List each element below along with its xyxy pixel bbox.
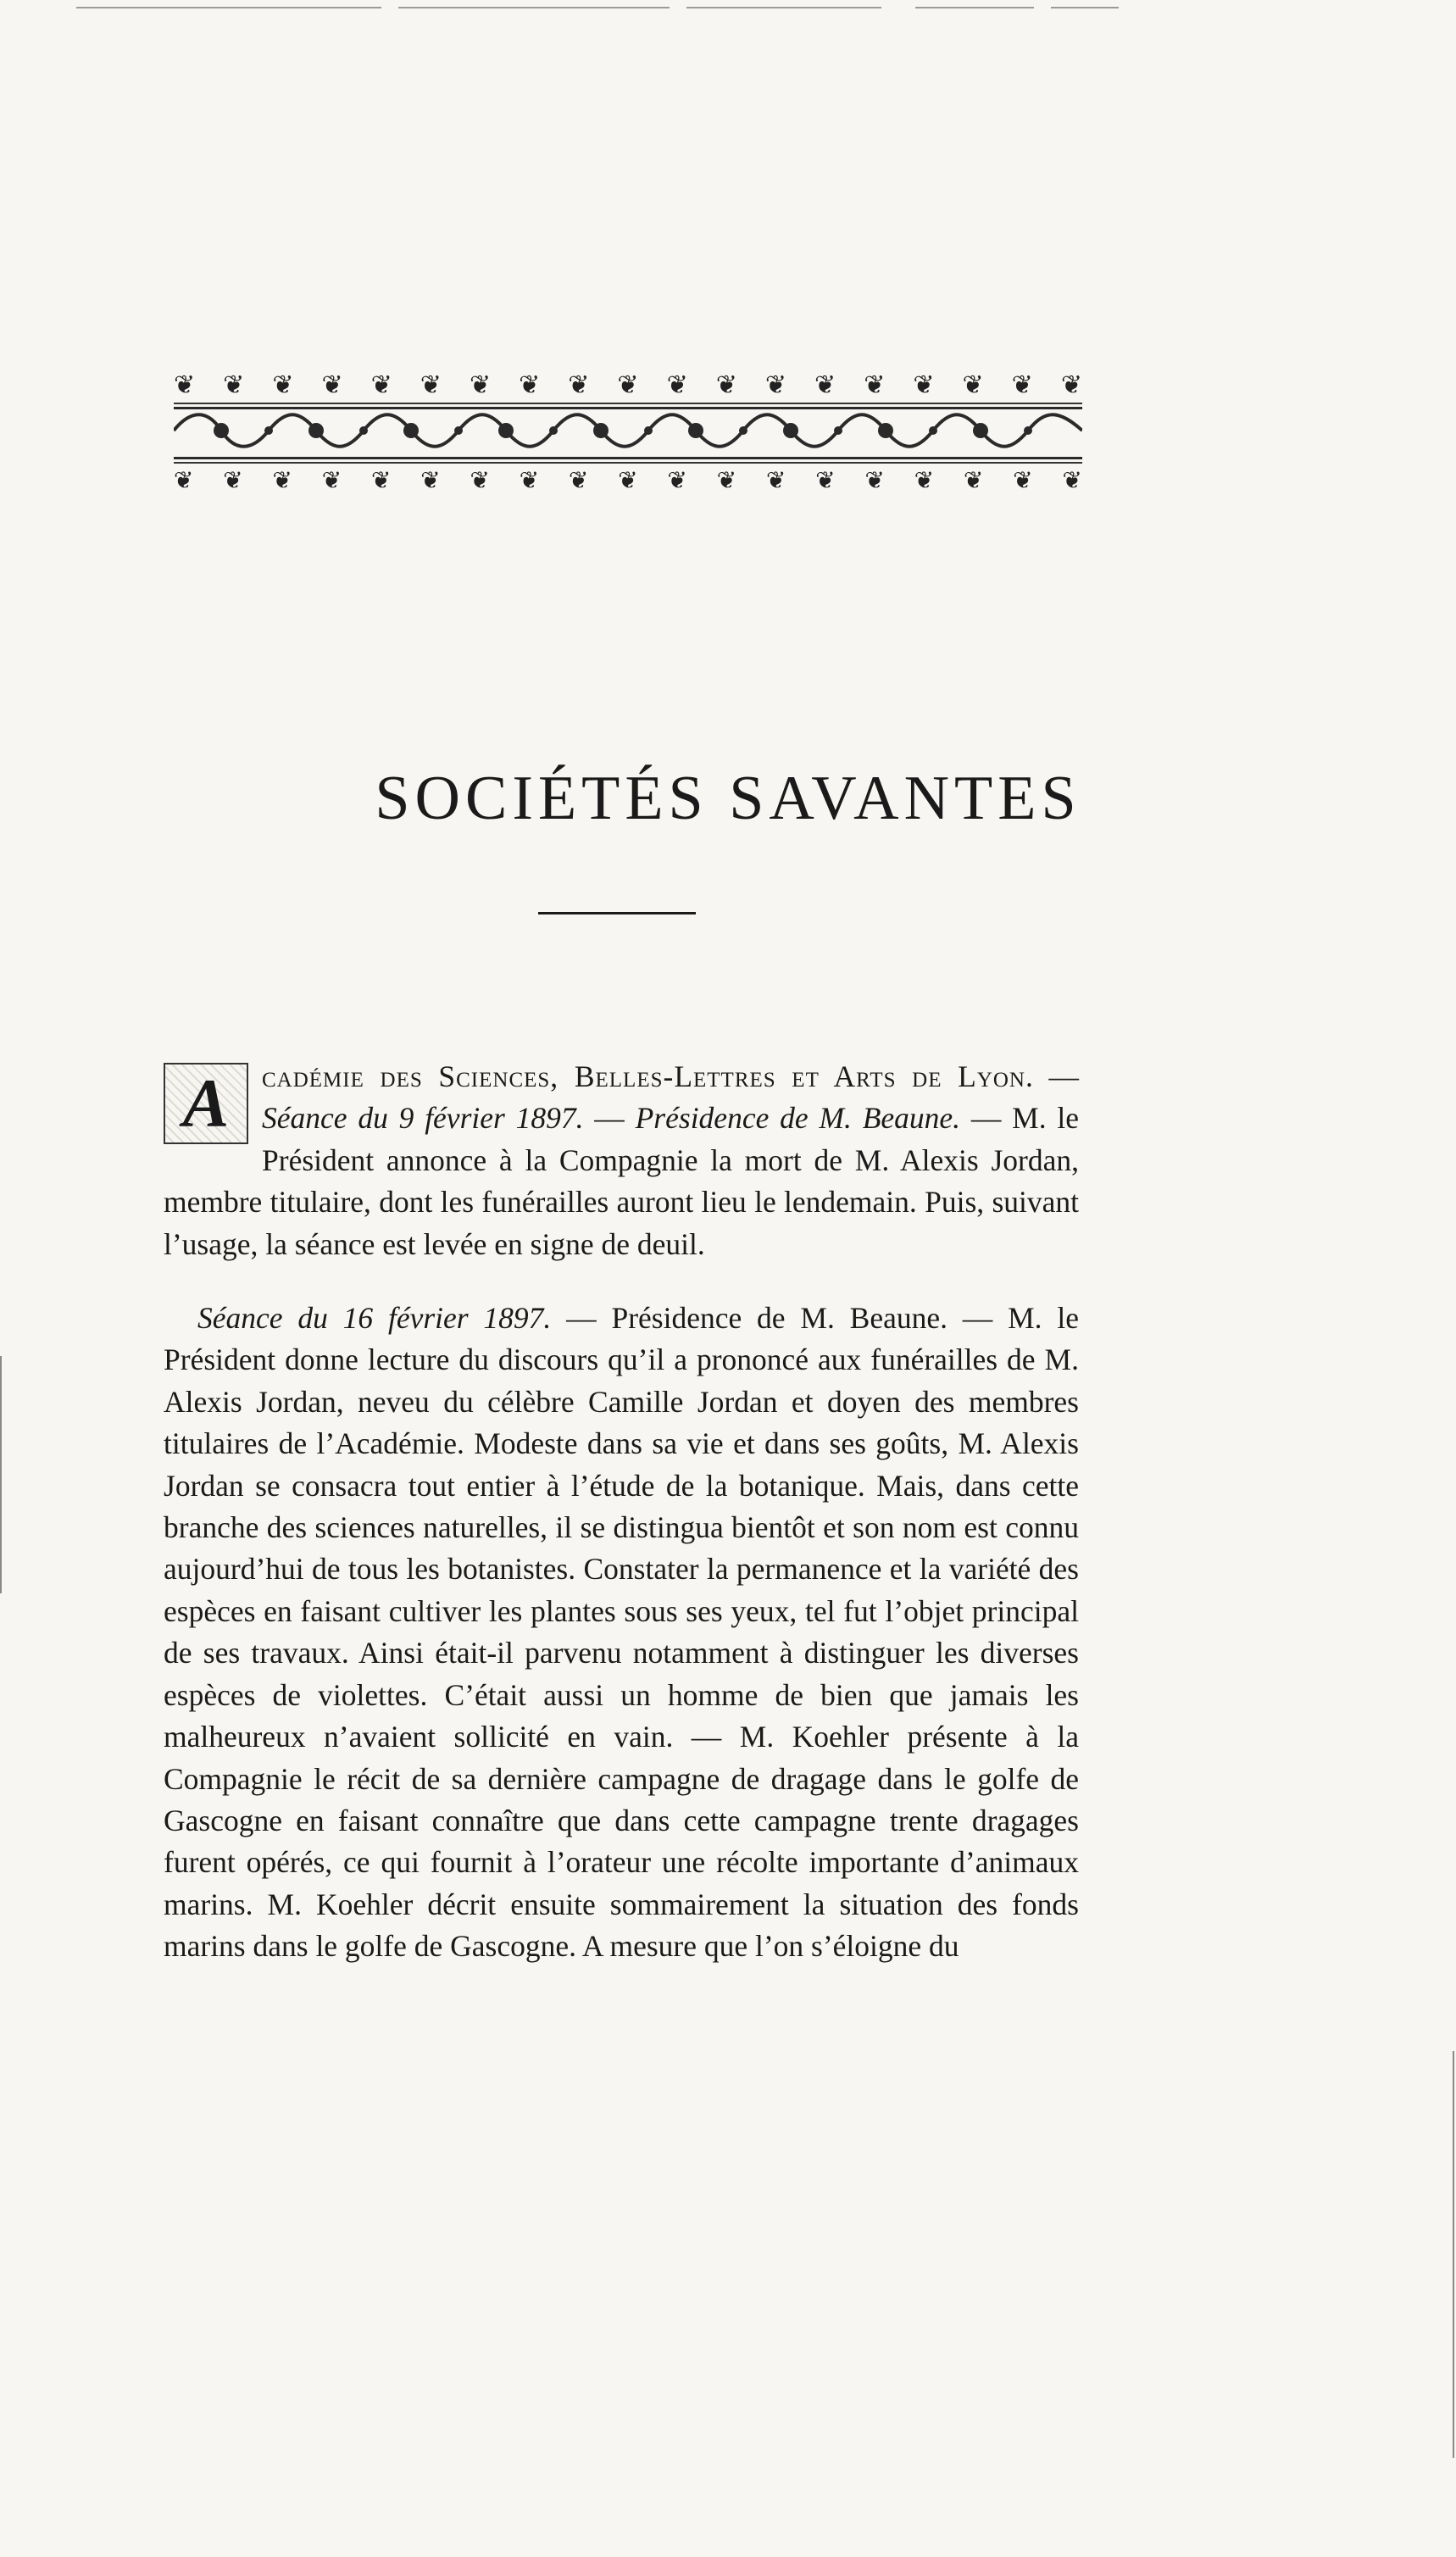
fleuron-icon: ❦ bbox=[569, 466, 589, 494]
dropcap-initial: A bbox=[164, 1063, 248, 1144]
fleuron-icon: ❦ bbox=[864, 466, 885, 494]
ornament-vine-band bbox=[174, 407, 1082, 459]
fleuron-icon: ❦ bbox=[223, 370, 245, 400]
fleuron-icon: ❦ bbox=[617, 370, 639, 400]
fleuron-icon: ❦ bbox=[174, 370, 196, 400]
fleuron-icon: ❦ bbox=[519, 370, 541, 400]
paragraph-seance-9-fevrier bbox=[164, 1056, 1079, 1265]
academy-heading: cadémie des Sciences, Belles-Lettres et Arts de Lyon. bbox=[262, 1059, 1034, 1093]
fleuron-icon: ❦ bbox=[469, 370, 492, 400]
fleuron-icon: ❦ bbox=[1062, 466, 1082, 494]
scan-edge-left bbox=[0, 1356, 2, 1593]
fleuron-icon: ❦ bbox=[716, 466, 737, 494]
session-date: Séance du 16 février 1897. bbox=[197, 1301, 552, 1336]
fleuron-icon: ❦ bbox=[420, 466, 441, 494]
fleuron-icon: ❦ bbox=[1013, 466, 1033, 494]
fleuron-icon: ❦ bbox=[814, 370, 836, 400]
ornament-bottom-row bbox=[174, 466, 1082, 495]
scan-edge-top-2 bbox=[398, 7, 670, 8]
paragraph-text: M. le Président annonce à la Compagnie la mort de M. Alexis Jordan, membre titulaire, dont les funérailles auront lieu le lendemain. Puis, suivant l’usage, la séance est levée en signe de deuil. bbox=[164, 1101, 1080, 1261]
fleuron-icon: ❦ bbox=[666, 370, 688, 400]
paragraph-seance-16-fevrier bbox=[164, 1298, 1079, 1968]
fleuron-icon: ❦ bbox=[371, 466, 392, 494]
fleuron-icon: ❦ bbox=[766, 466, 786, 494]
scan-edge-right bbox=[1453, 2051, 1454, 2458]
presidency: Présidence de M. Beaune. bbox=[635, 1101, 961, 1136]
fleuron-icon: ❦ bbox=[815, 466, 836, 494]
scan-edge-top-3 bbox=[686, 7, 881, 8]
fleuron-icon: ❦ bbox=[913, 370, 935, 400]
scan-edge-top-4 bbox=[915, 7, 1034, 8]
fleuron-icon: ❦ bbox=[272, 466, 292, 494]
scan-edge-top-1 bbox=[76, 7, 381, 8]
title-divider bbox=[538, 912, 696, 914]
fleuron-icon: ❦ bbox=[321, 466, 342, 494]
ornament-top-row bbox=[174, 371, 1082, 400]
fleuron-icon: ❦ bbox=[764, 370, 787, 400]
fleuron-icon: ❦ bbox=[272, 370, 294, 400]
fleuron-icon: ❦ bbox=[964, 466, 984, 494]
fleuron-icon: ❦ bbox=[914, 466, 935, 494]
fleuron-icon: ❦ bbox=[667, 466, 687, 494]
fleuron-icon: ❦ bbox=[1060, 370, 1082, 400]
header-ornament bbox=[174, 371, 1082, 495]
scroll-vine-icon bbox=[174, 409, 1082, 452]
fleuron-icon: ❦ bbox=[370, 370, 392, 400]
fleuron-icon: ❦ bbox=[420, 370, 442, 400]
paragraph-text: — Présidence de M. Beaune. — M. le Président donne lecture du discours qu’il a prononcé aux funérailles de M. Alexis Jordan, neveu du célèbre Camille Jordan et doyen des membres titulaires de l’Académie. Modeste dans sa vie et dans ses goûts, M. Alexis Jordan se consacra tout entier à l’étude de la botanique. Mais, dans cette branche des sciences naturelles, il se distingua bientôt et son nom est connu aujourd’hui de tous les botanistes. Constater la permanence et la variété des espèces en faisant cultiver les plantes sous ses yeux, tel fut l’objet principal de ses travaux. Ainsi était-il parvenu notamment à distinguer les diverses espèces de violettes. C’était aussi un homme de bien que jamais les malheureux n’avaient sollicité en vain. — M. Koehler présente à la Compagnie le récit de sa dernière campagne de dragage dans le golfe de Gascogne en faisant connaître que dans cette campagne trente dragages furent opérés, ce qui fournit à l’orateur une récolte importante d’animaux marins. M. Koehler décrit ensuite sommairement la situation des fonds marins dans le golfe de Gascogne. A mesure que l’on s’éloigne du bbox=[164, 1301, 1079, 1964]
fleuron-icon: ❦ bbox=[1011, 370, 1033, 400]
scan-edge-top-5 bbox=[1051, 7, 1119, 8]
fleuron-icon: ❦ bbox=[618, 466, 638, 494]
session-date: Séance du 9 février 1897. bbox=[262, 1101, 584, 1136]
fleuron-icon: ❦ bbox=[519, 466, 540, 494]
dash-separator: — bbox=[960, 1101, 1013, 1136]
fleuron-icon: ❦ bbox=[321, 370, 343, 400]
fleuron-icon: ❦ bbox=[715, 370, 737, 400]
fleuron-icon: ❦ bbox=[962, 370, 984, 400]
fleuron-icon: ❦ bbox=[470, 466, 490, 494]
dash-separator: — bbox=[583, 1101, 636, 1136]
fleuron-icon: ❦ bbox=[864, 370, 886, 400]
ornament-rule bbox=[174, 403, 1082, 404]
article-body bbox=[164, 1056, 1079, 1968]
dash-separator: — bbox=[1033, 1059, 1080, 1093]
fleuron-icon: ❦ bbox=[223, 466, 243, 494]
ornament-rule bbox=[174, 462, 1082, 464]
fleuron-icon: ❦ bbox=[568, 370, 590, 400]
fleuron-icon: ❦ bbox=[174, 466, 194, 494]
page-title: SOCIÉTÉS SAVANTES bbox=[375, 764, 1081, 833]
